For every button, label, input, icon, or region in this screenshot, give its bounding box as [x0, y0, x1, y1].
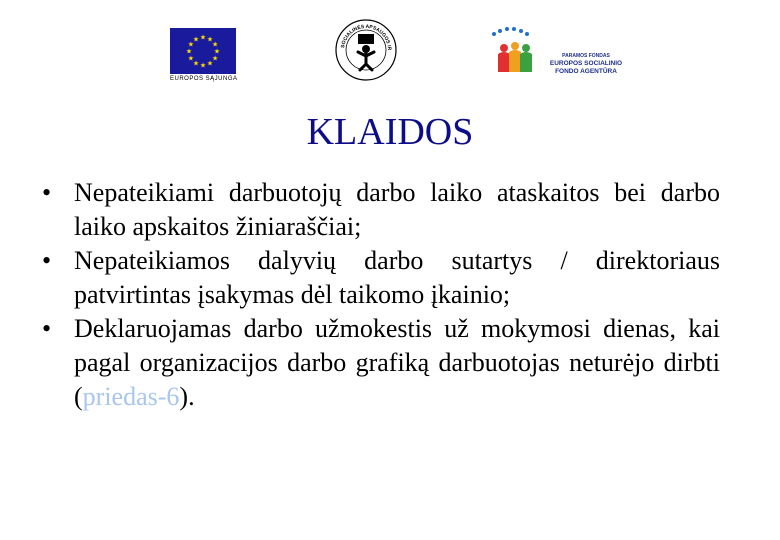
priedas-link[interactable]: priedas-6 — [82, 382, 180, 411]
eu-star-icon: ★ — [211, 54, 219, 63]
eu-star-icon: ★ — [199, 33, 207, 42]
list-item — [40, 244, 720, 312]
header-logos — [0, 0, 780, 100]
esf-agency-logo — [484, 26, 634, 86]
eu-star-icon: ★ — [206, 59, 214, 68]
esf-text: PARAMOS FONDAS EUROPOS SOCIALINIO FONDO AGENTŪRA — [549, 53, 623, 75]
eu-star-icon: ★ — [213, 47, 221, 56]
bullet-marker: • — [42, 178, 52, 207]
eu-logo — [170, 28, 236, 86]
bullet-text: Nepateikiami darbuotojų darbo laiko ataskaitos bei darbo laiko apskaitos žiniaraščiai; — [74, 178, 720, 241]
eu-star-icon: ★ — [199, 61, 207, 70]
list-item — [40, 312, 720, 414]
eu-star-icon: ★ — [187, 40, 195, 49]
eu-star-icon: ★ — [192, 59, 200, 68]
bullet-marker: • — [42, 246, 52, 275]
eu-flag-icon — [170, 28, 236, 74]
eu-star-icon: ★ — [185, 47, 193, 56]
bullet-list — [40, 176, 720, 414]
eu-star-icon: ★ — [187, 54, 195, 63]
svg-text:SOCIALINĖS APSAUGOS IR DARBO: SOCIALINĖS APSAUGOS IR — [340, 23, 393, 51]
eu-star-icon: ★ — [206, 35, 214, 44]
eu-caption: EUROPOS SĄJUNGA — [170, 76, 238, 82]
bullet-text: Deklaruojamas darbo užmokestis už mokymosi dienas, kai pagal organizacijos darbo grafiką darbuotojas neturėjo dirbti (priedas-6). — [74, 314, 720, 411]
eu-star-icon: ★ — [211, 40, 219, 49]
eu-star-icon: ★ — [192, 35, 200, 44]
bullet-marker: • — [42, 314, 52, 343]
people-icon — [484, 26, 544, 76]
ministry-seal-logo — [334, 18, 398, 82]
page-title: KLAIDOS — [306, 111, 474, 153]
bullet-text: Nepateikiamos dalyvių darbo sutartys / direktoriaus patvirtintas įsakymas dėl taikomo įkainio; — [74, 246, 720, 309]
list-item — [40, 176, 720, 244]
